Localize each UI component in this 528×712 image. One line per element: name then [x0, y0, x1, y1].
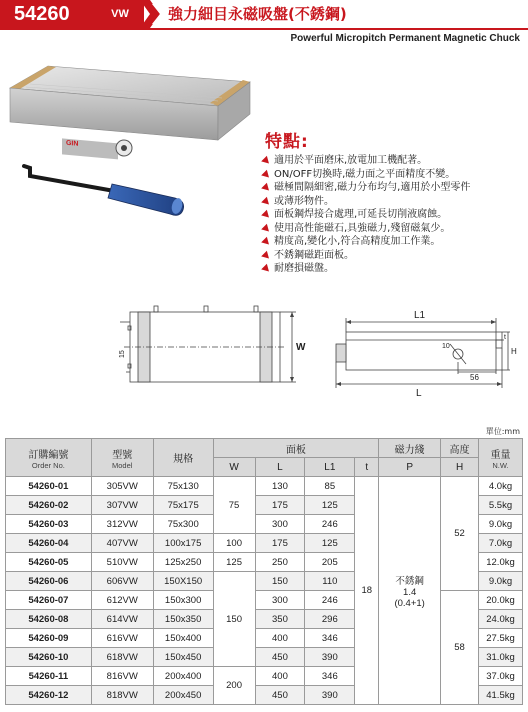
product-photo	[0, 60, 260, 230]
product-code: 54260	[0, 0, 96, 28]
merged-h-52: 52	[441, 477, 479, 591]
table-cell: 400	[255, 667, 305, 686]
features-title: 特點:	[265, 132, 309, 152]
table-cell: 200x400	[153, 667, 213, 686]
table-cell: 510VW	[91, 553, 153, 572]
feature-item: 面板鋼焊接合處理,可延長切削液腐蝕。	[262, 208, 522, 222]
table-cell: 175	[255, 534, 305, 553]
merged-w-100: 100	[213, 534, 255, 553]
col-h: H	[441, 458, 479, 477]
table-cell: 54260-12	[6, 686, 92, 705]
table-cell: 150	[255, 572, 305, 591]
table-cell: 618VW	[91, 648, 153, 667]
feature-item: 使用高性能磁石,具強磁力,殘留磁氣少。	[262, 222, 522, 236]
table-row	[6, 477, 523, 496]
col-l: L	[255, 458, 305, 477]
table-cell: 150x300	[153, 591, 213, 610]
table-cell: 390	[305, 648, 355, 667]
table-cell: 100x175	[153, 534, 213, 553]
table-cell: 54260-01	[6, 477, 92, 496]
table-cell: 390	[305, 686, 355, 705]
merged-h-58: 58	[441, 591, 479, 705]
table-cell: 9.0kg	[479, 572, 523, 591]
col-pole: 磁力綫	[379, 439, 441, 458]
table-cell: 5.5kg	[479, 496, 523, 515]
table-cell: 75x175	[153, 496, 213, 515]
table-cell: 616VW	[91, 629, 153, 648]
page-title: 強力細目永磁吸盤(不銹鋼)	[168, 5, 347, 23]
table-cell: 346	[305, 629, 355, 648]
col-weight: 重量 N.W.	[479, 439, 523, 477]
header-bar	[0, 0, 528, 30]
merged-t: 18	[355, 477, 379, 705]
table-cell: 250	[255, 553, 305, 572]
table-cell: 606VW	[91, 572, 153, 591]
table-cell: 41.5kg	[479, 686, 523, 705]
page-subtitle: Powerful Micropitch Permanent Magnetic Chuck	[290, 33, 520, 44]
header-rule	[0, 28, 528, 30]
table-cell: 312VW	[91, 515, 153, 534]
dim-t-label: t	[504, 334, 506, 341]
table-cell: 12.0kg	[479, 553, 523, 572]
table-cell: 300	[255, 591, 305, 610]
table-cell: 54260-05	[6, 553, 92, 572]
table-cell: 450	[255, 648, 305, 667]
table-cell: 307VW	[91, 496, 153, 515]
table-cell: 246	[305, 515, 355, 534]
table-cell: 54260-07	[6, 591, 92, 610]
dim-l1-label: L1	[414, 310, 426, 321]
table-cell: 818VW	[91, 686, 153, 705]
col-p: P	[379, 458, 441, 477]
table-cell: 7.0kg	[479, 534, 523, 553]
table-cell: 300	[255, 515, 305, 534]
table-cell: 54260-03	[6, 515, 92, 534]
brand-logo: GIN	[66, 139, 79, 148]
chevron-right-icon	[140, 0, 164, 28]
unit-note: 單位:mm	[485, 427, 520, 436]
table-cell: 150x450	[153, 648, 213, 667]
table-cell: 54260-10	[6, 648, 92, 667]
table-cell: 24.0kg	[479, 610, 523, 629]
merged-w-200: 200	[213, 667, 255, 705]
col-panel: 面板	[213, 439, 379, 458]
feature-item: 磁極間隔細密,磁力分布均勻,適用於小型零件	[262, 181, 522, 195]
table-cell: 75x300	[153, 515, 213, 534]
feature-item: 適用於平面磨床,放電加工機配著。	[262, 154, 522, 168]
table-cell: 9.0kg	[479, 515, 523, 534]
merged-w-75: 75	[213, 477, 255, 534]
table-cell: 54260-04	[6, 534, 92, 553]
product-tag: VW	[96, 0, 144, 28]
table-cell: 175	[255, 496, 305, 515]
dim-l-label: L	[416, 388, 422, 399]
dim-10-label: 10	[442, 343, 450, 350]
table-cell: 150X150	[153, 572, 213, 591]
table-cell: 125	[305, 496, 355, 515]
table-cell: 54260-08	[6, 610, 92, 629]
feature-item-continued: 或薄形物件。	[262, 195, 522, 209]
top-view-drawing	[118, 298, 318, 398]
table-cell: 612VW	[91, 591, 153, 610]
table-cell: 200x450	[153, 686, 213, 705]
table-cell: 816VW	[91, 667, 153, 686]
feature-item: ON/OFF切換時,磁力面之平面精度不變。	[262, 168, 522, 182]
features-list	[262, 154, 522, 276]
table-cell: 37.0kg	[479, 667, 523, 686]
table-cell: 125	[305, 534, 355, 553]
table-cell: 305VW	[91, 477, 153, 496]
table-cell: 27.5kg	[479, 629, 523, 648]
table-cell: 54260-11	[6, 667, 92, 686]
col-t: t	[355, 458, 379, 477]
feature-item: 不銹鋼磁距面板。	[262, 249, 522, 263]
table-cell: 31.0kg	[479, 648, 523, 667]
spec-table	[5, 438, 523, 705]
table-cell: 205	[305, 553, 355, 572]
table-cell: 85	[305, 477, 355, 496]
table-cell: 4.0kg	[479, 477, 523, 496]
side-view-drawing	[322, 304, 522, 404]
col-spec: 規格	[153, 439, 213, 477]
col-model: 型號 Model	[91, 439, 153, 477]
table-cell: 130	[255, 477, 305, 496]
table-cell: 125x250	[153, 553, 213, 572]
table-row	[6, 591, 523, 610]
table-cell: 346	[305, 667, 355, 686]
merged-pole: 不銹鋼 1.4 (0.4+1)	[379, 477, 441, 705]
dim-h-label: H	[511, 347, 517, 356]
table-cell: 54260-06	[6, 572, 92, 591]
table-cell: 614VW	[91, 610, 153, 629]
feature-item: 耐磨損磁盤。	[262, 262, 522, 276]
table-cell: 400	[255, 629, 305, 648]
table-cell: 110	[305, 572, 355, 591]
col-order: 訂購編號 Order No.	[6, 439, 92, 477]
dim-15-label: 15	[119, 350, 126, 358]
table-cell: 150x350	[153, 610, 213, 629]
table-cell: 407VW	[91, 534, 153, 553]
table-cell: 296	[305, 610, 355, 629]
table-cell: 350	[255, 610, 305, 629]
dim-w-label: W	[296, 342, 306, 353]
table-cell: 54260-02	[6, 496, 92, 515]
table-cell: 450	[255, 686, 305, 705]
merged-w-150: 150	[213, 572, 255, 667]
dim-56-label: 56	[470, 373, 479, 382]
table-cell: 150x400	[153, 629, 213, 648]
table-cell: 246	[305, 591, 355, 610]
col-l1: L1	[305, 458, 355, 477]
col-height: 高度	[441, 439, 479, 458]
merged-w-125: 125	[213, 553, 255, 572]
col-w: W	[213, 458, 255, 477]
table-cell: 20.0kg	[479, 591, 523, 610]
table-cell: 54260-09	[6, 629, 92, 648]
table-cell: 75x130	[153, 477, 213, 496]
feature-item: 精度高,變化小,符合高精度加工作業。	[262, 235, 522, 249]
